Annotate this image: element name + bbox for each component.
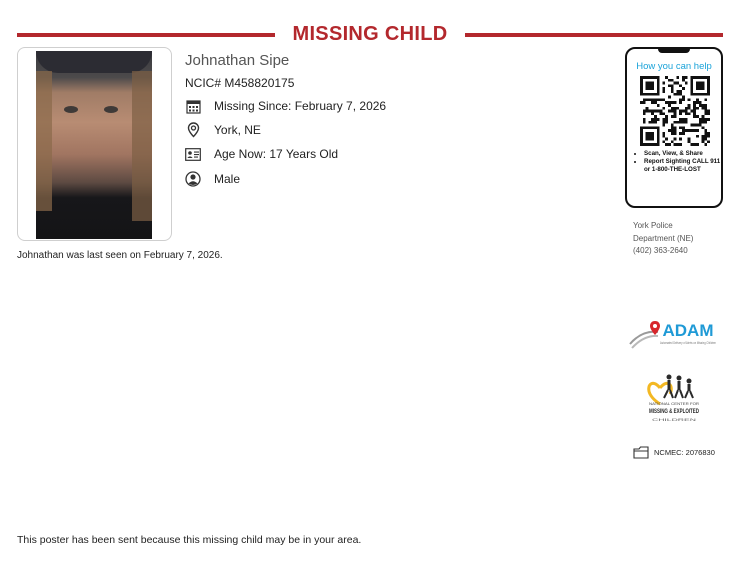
help-item: • Report Sighting CALL 911 or 1-800-THE-LOST (644, 158, 722, 174)
eye-left (64, 106, 78, 113)
header-rule-left (17, 33, 275, 37)
ncmec-id: NCMEC: 2076830 (654, 448, 715, 457)
child-photo (36, 51, 152, 239)
sex: Male (214, 172, 241, 186)
location-row (185, 121, 261, 139)
ncmec-mid: MISSING & EXPLOITED (649, 408, 700, 415)
folder-icon (633, 446, 649, 459)
ncmec-logo (644, 368, 704, 428)
poster-title: MISSING CHILD (292, 23, 448, 45)
hat (36, 51, 152, 73)
agency-contact (633, 220, 693, 258)
qr-phone-panel (625, 47, 723, 208)
ncmec-bottom: CHILDREN (652, 418, 698, 422)
age-row (185, 145, 338, 163)
child-name: Johnathan Sipe (185, 52, 290, 69)
child-photo-frame (17, 47, 172, 241)
calendar-icon (185, 98, 201, 114)
sex-row (185, 170, 240, 188)
person-icon (185, 171, 201, 187)
missing-since-row (185, 97, 386, 115)
footer-note: This poster has been sent because this missing child may be in your area. (17, 534, 362, 546)
agency-line-2: Department (NE) (633, 233, 694, 243)
last-seen-text: Johnathan was last seen on February 7, 2026. (17, 250, 223, 261)
age-now: Age Now: 17 Years Old (214, 147, 339, 161)
help-list (631, 150, 722, 174)
location-pin-icon (185, 122, 201, 138)
id-card-icon (185, 146, 201, 162)
adam-tagline: Automated Delivery of Alerts on Missing Children (660, 341, 717, 345)
hair-left (36, 71, 52, 211)
ncic-number: NCIC# M458820175 (185, 76, 295, 90)
ncmec-top: NATIONAL CENTER FOR (649, 402, 700, 406)
agency-phone: (402) 363-2640 (633, 246, 688, 255)
help-item: • Scan, View, & Share (644, 150, 722, 158)
missing-since: Missing Since: February 7, 2026 (214, 99, 387, 113)
agency-line-1: York Police (633, 221, 673, 230)
how-you-can-help: How you can help (636, 61, 712, 72)
adam-logo (628, 318, 720, 354)
adam-wordmark: ADAM (662, 321, 714, 340)
eye-right (104, 106, 118, 113)
header-rule-right (465, 33, 723, 37)
hair-right (132, 71, 152, 221)
location: York, NE (214, 123, 261, 137)
phone-notch (658, 48, 690, 53)
qr-code-icon[interactable] (640, 76, 710, 146)
ncmec-case-id (633, 446, 715, 459)
